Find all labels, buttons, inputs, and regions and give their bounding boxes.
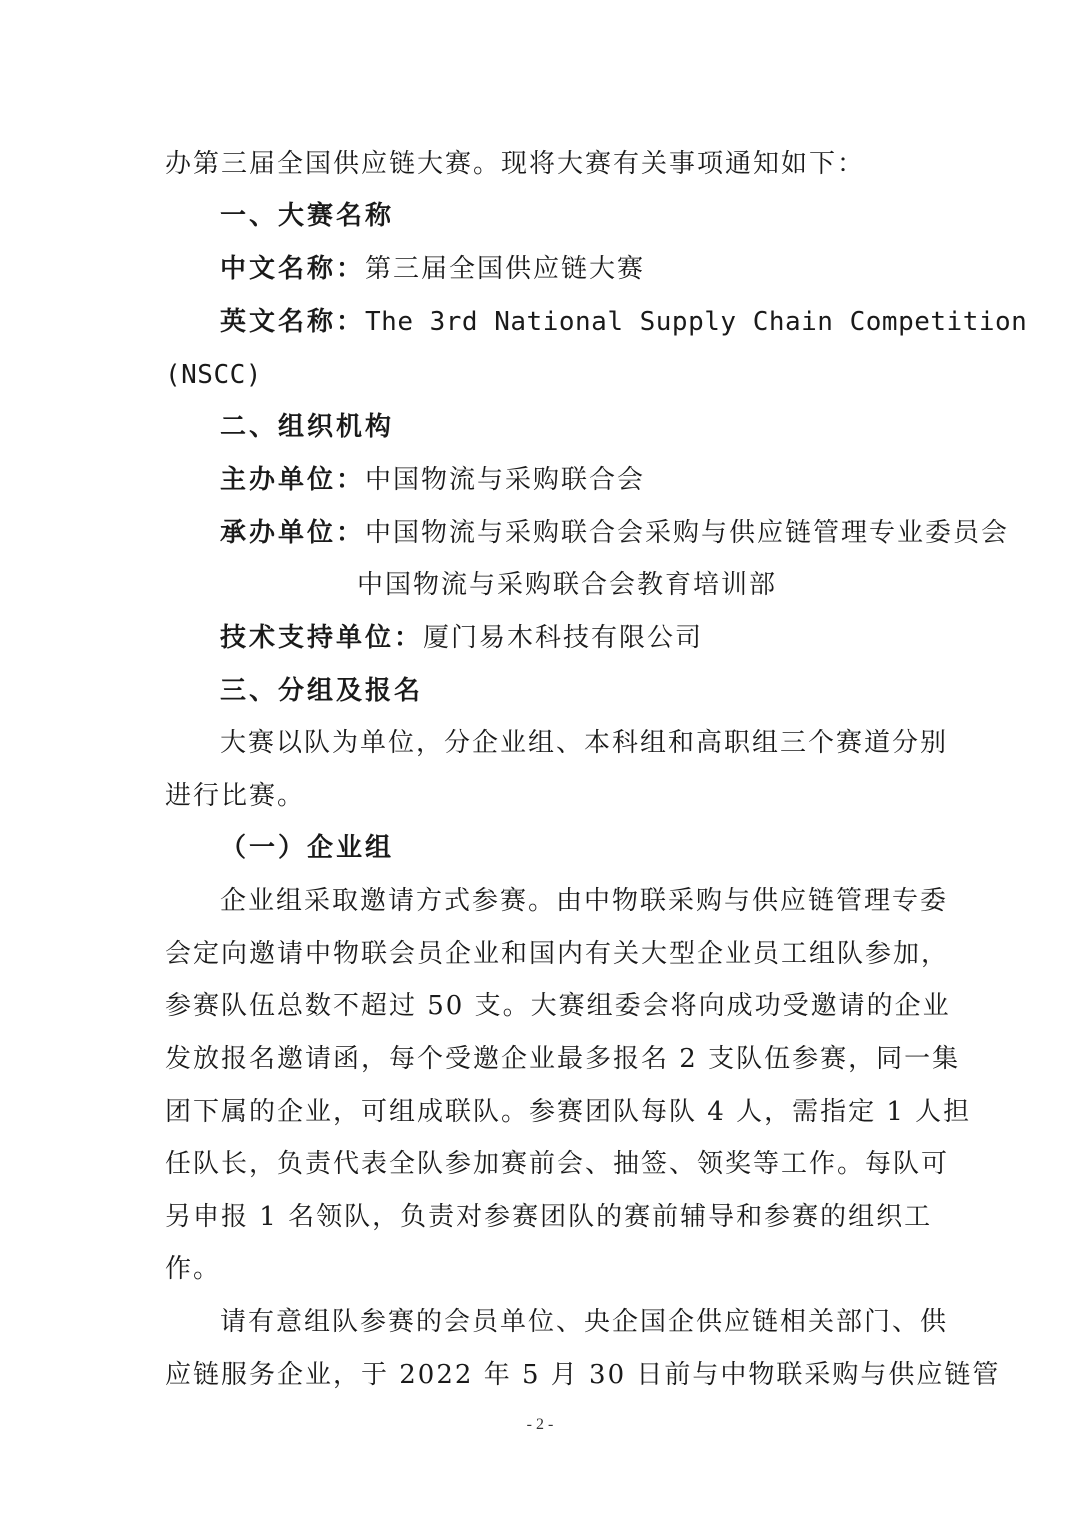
paragraph-line: 另申报 1 名领队，负责对参赛团队的赛前辅导和参赛的组织工 (165, 1202, 933, 1232)
field-row (220, 251, 980, 287)
page-number: - 2 - (526, 1416, 554, 1433)
paragraph-line: 请有意组队参赛的会员单位、央企国企供应链相关部门、供 (220, 1307, 949, 1337)
field-row (220, 515, 1010, 551)
paragraph-line: 会定向邀请中物联会员企业和国内有关大型企业员工组队参加， (165, 939, 950, 969)
field-row (220, 462, 980, 498)
field-label: 中文名称： (220, 254, 366, 284)
paragraph-line: 办第三届全国供应链大赛。现将大赛有关事项通知如下： (165, 149, 866, 179)
paragraph-line: 作。 (165, 1254, 222, 1284)
paragraph-line: 应链服务企业，于 2022 年 5 月 30 日前与中物联采购与供应链管 (165, 1360, 1001, 1390)
field-label: 技术支持单位： (220, 623, 424, 653)
field-value: 中国物流与采购联合会采购与供应链管理专业委员会 (365, 518, 1010, 548)
field-value: 第三届全国供应链大赛 (365, 254, 646, 284)
field-label: 英文名称： (220, 307, 366, 337)
paragraph-line: 参赛队伍总数不超过 50 支。大赛组委会将向成功受邀请的企业 (165, 991, 951, 1021)
paragraph-line: 任队长，负责代表全队参加赛前会、抽签、领奖等工作。每队可 (165, 1149, 950, 1179)
field-label: 承办单位： (220, 518, 366, 548)
field-value: The 3rd National Supply Chain Competition (365, 307, 1028, 337)
subsection-heading: （一）企业组 (220, 833, 395, 863)
field-label: 主办单位： (220, 465, 366, 495)
field-value: 中国物流与采购联合会教育培训部 (357, 570, 778, 600)
field-row (220, 304, 1028, 340)
paragraph-line: 进行比赛。 (165, 781, 306, 811)
paragraph-line: 企业组采取邀请方式参赛。由中物联采购与供应链管理专委 (220, 886, 949, 916)
section-heading: 三、分组及报名 (220, 676, 424, 706)
section-heading: 一、大赛名称 (220, 201, 395, 231)
field-value: 厦门易木科技有限公司 (423, 623, 704, 653)
paragraph-line: 发放报名邀请函，每个受邀企业最多报名 2 支队伍参赛，同一集 (165, 1044, 961, 1074)
section-heading: 二、组织机构 (220, 412, 395, 442)
paragraph-line: 团下属的企业，可组成联队。参赛团队每队 4 人，需指定 1 人担 (165, 1097, 972, 1127)
paragraph-line: 大赛以队为单位，分企业组、本科组和高职组三个赛道分别 (220, 728, 949, 758)
field-value: 中国物流与采购联合会 (365, 465, 646, 495)
field-row (220, 620, 980, 656)
paragraph-line: (NSCC) (165, 360, 262, 390)
